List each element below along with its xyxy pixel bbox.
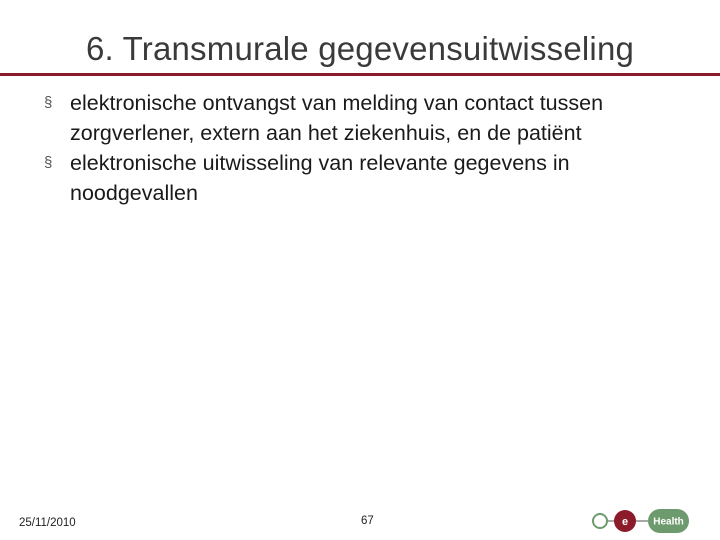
bullet-item <box>44 148 694 208</box>
logo-e-label: e <box>621 516 629 528</box>
bullet-text: elektronische uitwisseling van relevante gegevens in noodgevallen <box>70 151 570 205</box>
logo-health-label: Health <box>653 516 684 528</box>
logo-outline-circle <box>593 514 607 528</box>
ehealth-logo <box>590 506 690 536</box>
bullet-marker: § <box>44 94 53 111</box>
title-divider <box>0 73 720 76</box>
slide-title: 6. Transmurale gegevensuitwisseling <box>85 30 635 67</box>
bullet-item <box>44 88 694 148</box>
bullet-marker: § <box>44 154 53 171</box>
footer-date: 25/11/2010 <box>19 517 76 529</box>
footer-page-number: 67 <box>361 515 374 527</box>
bullet-list <box>44 88 694 208</box>
bullet-text: elektronische ontvangst van melding van contact tussen zorgverlener, extern aan het ziekenhuis, en de patiënt <box>70 91 604 145</box>
